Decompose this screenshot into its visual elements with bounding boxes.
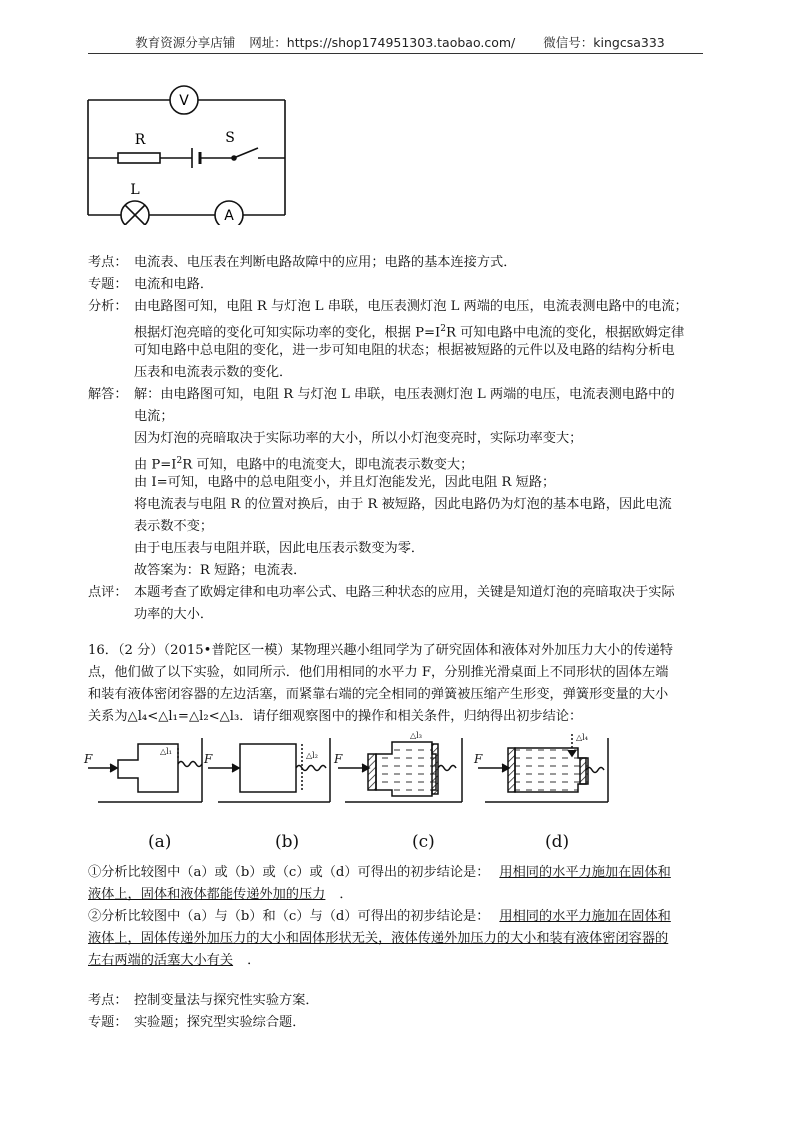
q15-zhuanti-tag: 专题： <box>88 277 128 292</box>
q15-jieda-8: 由于电压表与电阻并联，因此电压表示数变为零． <box>134 541 425 556</box>
force-label-d: F <box>474 752 483 766</box>
q16-stem-2: 点，他们做了以下实验，如同所示．他们用相同的水平力 F，分别推光滑桌面上不同形状的固体左端 <box>88 665 669 680</box>
header-rule <box>88 53 703 54</box>
q15-fenxi-4: 压表和电流表示数的变化． <box>134 365 293 380</box>
q16-answer-2-blank: 用相同的水平力施加在固体和 <box>499 909 671 924</box>
delta-label-d: △l₄ <box>576 733 588 742</box>
q16-answer-2-line1: ②分析比较图中（a）与（b）和（c）与（d）可得出的初步结论是： 用相同的水平力施加在固体和 <box>88 909 671 924</box>
figure-label-a: (a) <box>148 832 172 852</box>
q16-answer-1-blank: 用相同的水平力施加在固体和 <box>499 865 671 880</box>
q15-jieda-1: 解：由电路图可知，电阻 R 与灯泡 L 串联，电压表测灯泡 L 两端的电压，电流表测电路中的 <box>134 387 675 402</box>
experiment-figures <box>80 730 720 855</box>
figure-label-c: (c) <box>412 832 435 852</box>
q15-dianping-2: 功率的大小． <box>134 607 214 622</box>
figure-d <box>478 734 608 802</box>
figure-label-d: (d) <box>545 832 570 852</box>
force-label-a: F <box>84 752 93 766</box>
figure-label-b: (b) <box>275 832 300 852</box>
q16-answer-2-line3: 左右两端的活塞大小有关 ． <box>88 953 261 968</box>
resistor-label: R <box>134 132 146 148</box>
lamp-circle <box>121 201 149 225</box>
figure-a <box>88 738 202 802</box>
header-wechat: kingcsa333 <box>593 35 665 50</box>
force-label-b: F <box>204 752 213 766</box>
q16-answer-1-line1: ①分析比较图中（a）或（b）或（c）或（d）可得出的初步结论是： 用相同的水平力施加在固体和 <box>88 865 671 880</box>
q15-jieda-9: 故答案为：R 短路；电流表． <box>134 563 307 578</box>
delta-label-b: △l₂ <box>306 751 318 760</box>
q15-kaodian-tag: 考点： <box>88 255 128 270</box>
q15-kaodian: 电流表、电压表在判断电路故障中的应用；电路的基本连接方式． <box>134 255 517 270</box>
q15-jieda-tag: 解答： <box>88 387 128 402</box>
resistor-symbol <box>118 153 160 163</box>
q15-jieda-4: 由 $P=I^2R$ 可知，电路中的电流变大，即电流表示数变大； <box>134 456 474 473</box>
header-wechat-label: 微信号： <box>543 35 594 50</box>
header-url-label: 网址： <box>249 35 287 50</box>
q15-fenxi-2: 根据灯泡亮暗的变化可知实际功率的变化，根据 $P=I^2R$ 可知电路中电流的变化，根据欧姆定律 <box>134 324 685 341</box>
ammeter-label: A <box>224 208 234 224</box>
figure-c <box>338 738 462 802</box>
switch-label: S <box>225 130 235 146</box>
page-header <box>0 33 800 51</box>
q15-dianping-1: 本题考查了欧姆定律和电功率公式、电路三种状态的应用，关键是知道灯泡的亮暗取决于实际 <box>134 585 675 600</box>
q15-jieda-7: 表示数不变； <box>134 519 214 534</box>
q15-dianping-tag: 点评： <box>88 585 128 600</box>
voltmeter-label: V <box>179 93 189 109</box>
q16-stem-1: 16．（2 分）（2015•普陀区一模）某物理兴趣小组同学为了研究固体和液体对外加压力大小的传递特 <box>88 643 673 658</box>
q16-stem-4: 关系为△l₄<△l₁=△l₂<△l₃．请仔细观察图中的操作和相关条件，归纳得出初步结论： <box>88 709 583 724</box>
circuit-diagram <box>80 80 300 225</box>
q15-jieda-5: 由 I=可知，电路中的总电阻变小，并且灯泡能发光，因此电阻 R 短路； <box>134 475 556 490</box>
q15-fenxi-1: 由电路图可知，电阻 R 与灯泡 L 串联，电压表测灯泡 L 两端的电压，电流表测电路中的电流； <box>134 299 688 314</box>
q16-kaodian-tag: 考点： <box>88 993 128 1008</box>
delta-label-c: △l₃ <box>410 731 422 740</box>
q15-jieda-6: 将电流表与电阻 R 的位置对换后，由于 R 被短路，因此电路仍为灯泡的基本电路，因此电流 <box>134 497 672 512</box>
q15-jieda-2: 电流； <box>134 409 174 424</box>
q15-jieda-3: 因为灯泡的亮暗取决于实际功率的大小，所以小灯泡变亮时，实际功率变大； <box>134 431 583 446</box>
lamp-label: L <box>130 182 140 198</box>
force-label-c: F <box>334 752 343 766</box>
q16-zhuanti-tag: 专题： <box>88 1015 128 1030</box>
q16-kaodian: 控制变量法与探究性实验方案． <box>134 993 319 1008</box>
switch-lever <box>236 148 258 157</box>
q16-stem-3: 和装有液体密闭容器的左边活塞，而紧靠右端的完全相同的弹簧被压缩产生形变，弹簧形变量的大小 <box>88 687 669 702</box>
q16-answer-1-line2: 液体上，固体和液体都能传递外加的压力 ． <box>88 887 353 902</box>
q15-zhuanti: 电流和电路． <box>134 277 214 292</box>
q15-fenxi-3: 可知电路中总电阻的变化，进一步可知电阻的状态；根据被短路的元件以及电路的结构分析电 <box>134 343 675 358</box>
q15-fenxi-tag: 分析： <box>88 299 128 314</box>
figure-b <box>208 738 330 802</box>
q16-zhuanti: 实验题；探究型实验综合题． <box>134 1015 306 1030</box>
delta-label-a: △l₁ <box>160 747 172 756</box>
header-shop: 教育资源分享店铺 <box>135 35 236 50</box>
header-url[interactable]: https://shop174951303.taobao.com/ <box>286 35 516 50</box>
q16-answer-2-line2: 液体上，固体传递外加压力的大小和固体形状无关，液体传递外加压力的大小和装有液体密闭容器的 <box>88 931 669 946</box>
